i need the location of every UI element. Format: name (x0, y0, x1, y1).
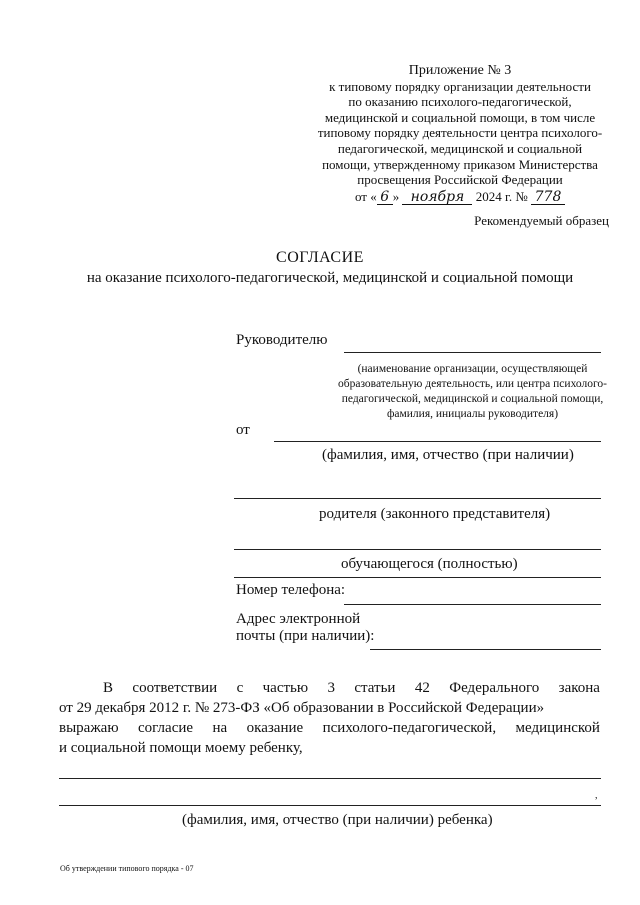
word: с (236, 680, 244, 696)
note-line: фамилия, инициалы руководителя) (386, 408, 559, 420)
to-label: Руководителю (236, 332, 328, 348)
appendix-line: по оказанию психолого-педагогической, (348, 94, 572, 110)
appendix-date-line (300, 189, 620, 205)
word: согласие (138, 720, 194, 736)
appendix-line: к типовому порядку организации деятельности (329, 78, 591, 94)
date-month: ноября (402, 191, 472, 205)
word: оказание (246, 720, 304, 736)
word: Федерального (449, 680, 540, 696)
from-label: от (236, 422, 250, 438)
document-subtitle: на оказание психолого-педагогической, медицинской и социальной помощи (86, 270, 574, 286)
body-line-3 (59, 718, 600, 738)
word: статьи (354, 680, 396, 696)
note-line: образовательную деятельность, или центра психолого- (338, 378, 607, 390)
child-caption: (фамилия, имя, отчество (при наличии) ребенка) (182, 812, 493, 828)
date-year: 2024 г. № (472, 188, 532, 204)
body-line-1 (59, 678, 600, 698)
document-title: СОГЛАСИЕ (276, 249, 364, 266)
student-field-line-2[interactable] (234, 577, 601, 578)
word: В (103, 680, 114, 696)
date-day: 6 (377, 191, 393, 205)
word: закона (558, 680, 600, 696)
word: медицинской (515, 720, 600, 736)
word: 42 (414, 680, 430, 696)
phone-field-line[interactable] (344, 604, 601, 605)
appendix-line: помощи, утвержденному приказом Министерства (322, 156, 598, 172)
note-line: (наименование организации, осуществляющей (357, 363, 588, 375)
child-field-line-1[interactable] (59, 778, 601, 779)
child-field-line-2[interactable] (59, 805, 601, 806)
email-label-2: почты (при наличии): (236, 628, 375, 644)
word: 3 (327, 680, 335, 696)
phone-label: Номер телефона: (236, 582, 346, 598)
body-line-2: от 29 декабря 2012 г. № 273-ФЗ «Об образовании в Российской Федерации» (59, 700, 545, 716)
order-number: 778 (531, 191, 565, 205)
body-paragraph (59, 678, 600, 758)
parent-caption: родителя (законного представителя) (319, 506, 551, 522)
line-comma: , (595, 790, 598, 801)
email-label-1: Адрес электронной (236, 611, 361, 627)
email-field-line[interactable] (370, 649, 601, 650)
footer-text: Об утверждении типового порядка - 07 (60, 864, 194, 873)
appendix-line: педагогической, медицинской и социальной (337, 140, 583, 156)
word: соответствии (132, 680, 218, 696)
appendix-line: медицинской и социальной помощи, в том числе (324, 109, 596, 125)
word: выражаю (59, 720, 119, 736)
appendix-block (300, 63, 620, 205)
parent-field-line[interactable] (234, 498, 601, 499)
to-field-line[interactable] (344, 352, 601, 353)
note-line: педагогической, медицинской и социальной помощи, (341, 393, 604, 405)
student-caption: обучающегося (полностью) (341, 556, 518, 572)
word: психолого-педагогической, (322, 720, 497, 736)
date-prefix: от « (354, 188, 377, 204)
appendix-title: Приложение № 3 (408, 63, 512, 78)
student-field-line[interactable] (234, 549, 601, 550)
name-caption: (фамилия, имя, отчество (при наличии) (322, 447, 574, 463)
from-field-line[interactable] (274, 441, 601, 442)
word: на (212, 720, 228, 736)
body-line-4: и социальной помощи моему ребенку, (59, 740, 303, 756)
appendix-line: типовому порядку деятельности центра психолого- (317, 125, 603, 141)
to-field-note (325, 362, 620, 422)
word: частью (262, 680, 309, 696)
date-mid: » (392, 188, 403, 204)
recommended-sample-label: Рекомендуемый образец (474, 213, 609, 228)
appendix-line: просвещения Российской Федерации (357, 172, 563, 188)
